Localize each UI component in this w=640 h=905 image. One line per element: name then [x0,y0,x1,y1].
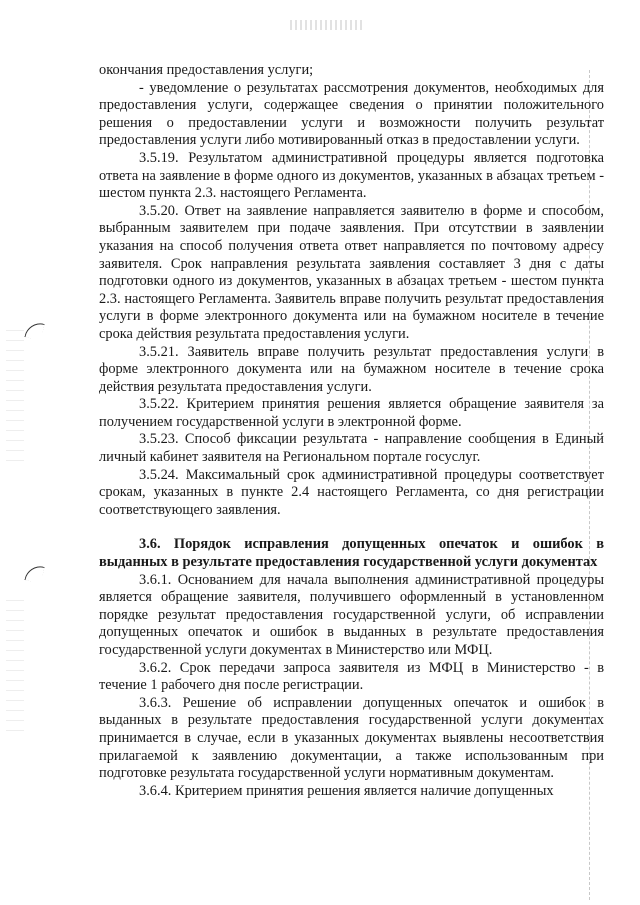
paragraph-3-5-20: 3.5.20. Ответ на заявление направляется заявителю в форме и способом, выбранным заявителем при подаче заявления. При отсутствии в заявлении указания на способ получения ответа ответ направляется по почтовому адресу заявителя. Срок направления результата заявления составляет 3 дня с даты подготовки одного из документов, указанных в абзацах третьем - шестом пункта 2.3. настоящего Регламента. Заявитель вправе получить результат предоставления услуги в форме электронного документа или на бумажном носителе в течение срока действия результата предоставления услуги. [99,202,604,342]
paragraph-3-5-22: 3.5.22. Критерием принятия решения является обращение заявителя за получением государственной услуги в электронной форме. [99,396,604,430]
scan-smudge [290,20,365,30]
document-body [99,62,604,800]
paragraph-3-5-23: 3.5.23. Способ фиксации результата - направление сообщения в Единый личный кабинет заявителя на Региональном портале госуслуг. [99,431,604,466]
paragraph-notification-item: - уведомление о результатах рассмотрения документов, необходимых для предоставления услуги, содержащее сведения о принятии положительного решения о предоставлении услуги и возможности получить результат предоставления услуги либо мотивированный отказ в предоставлении услуги. [99,79,604,149]
section-heading-3-6: 3.6. Порядок исправления допущенных опечаток и ошибок в выданных в результате предоставления государственной услуги документах [99,536,604,571]
binder-hole-mark [24,320,44,340]
paragraph-3-5-19: 3.5.19. Результатом административной процедуры является подготовка ответа на заявление в форме одного из документов, указанных в абзацах третьем - шестом пункта 2.3. настоящего Регламента. [99,149,604,202]
paragraph-3-6-2: 3.6.2. Срок передачи запроса заявителя из МФЦ в Министерство - в течение 1 рабочего дня после регистрации. [99,659,604,694]
paragraph-3-6-4: 3.6.4. Критерием принятия решения является наличие допущенных [139,782,554,799]
scan-speckle [6,600,24,740]
section-spacer [99,519,604,536]
binder-hole-mark [24,563,44,583]
paragraph-3-5-21: 3.5.21. Заявитель вправе получить результат предоставления услуги в форме электронного документа или на бумажном носителе в течение срока действия результата предоставления услуги. [99,343,604,395]
paragraph-3-5-24: 3.5.24. Максимальный срок административной процедуры соответствует срокам, указанных в пункте 2.4 настоящего Регламента, со дня регистрации соответствующего заявления. [99,466,604,518]
paragraph-3-6-1: 3.6.1. Основанием для начала выполнения административной процедуры является обращение заявителя, получившего оформленный в установленном порядке результат предоставления государственной услуги, об исправлении допущенных опечаток и ошибок в выданных в результате предоставления государственной услуги документах в Министерство или МФЦ. [99,571,604,658]
paragraph-continuation: окончания предоставления услуги; [99,62,314,78]
scan-speckle [6,330,24,470]
paragraph-3-6-3: 3.6.3. Решение об исправлении допущенных опечаток и ошибок в выданных в результате предоставления государственной услуги документах принимается в случае, если в указанных документах выявлены несоответствия прилагаемой к заявлению документации, а также использованным при подготовке результата государственной услуги нормативным документам. [99,694,604,782]
